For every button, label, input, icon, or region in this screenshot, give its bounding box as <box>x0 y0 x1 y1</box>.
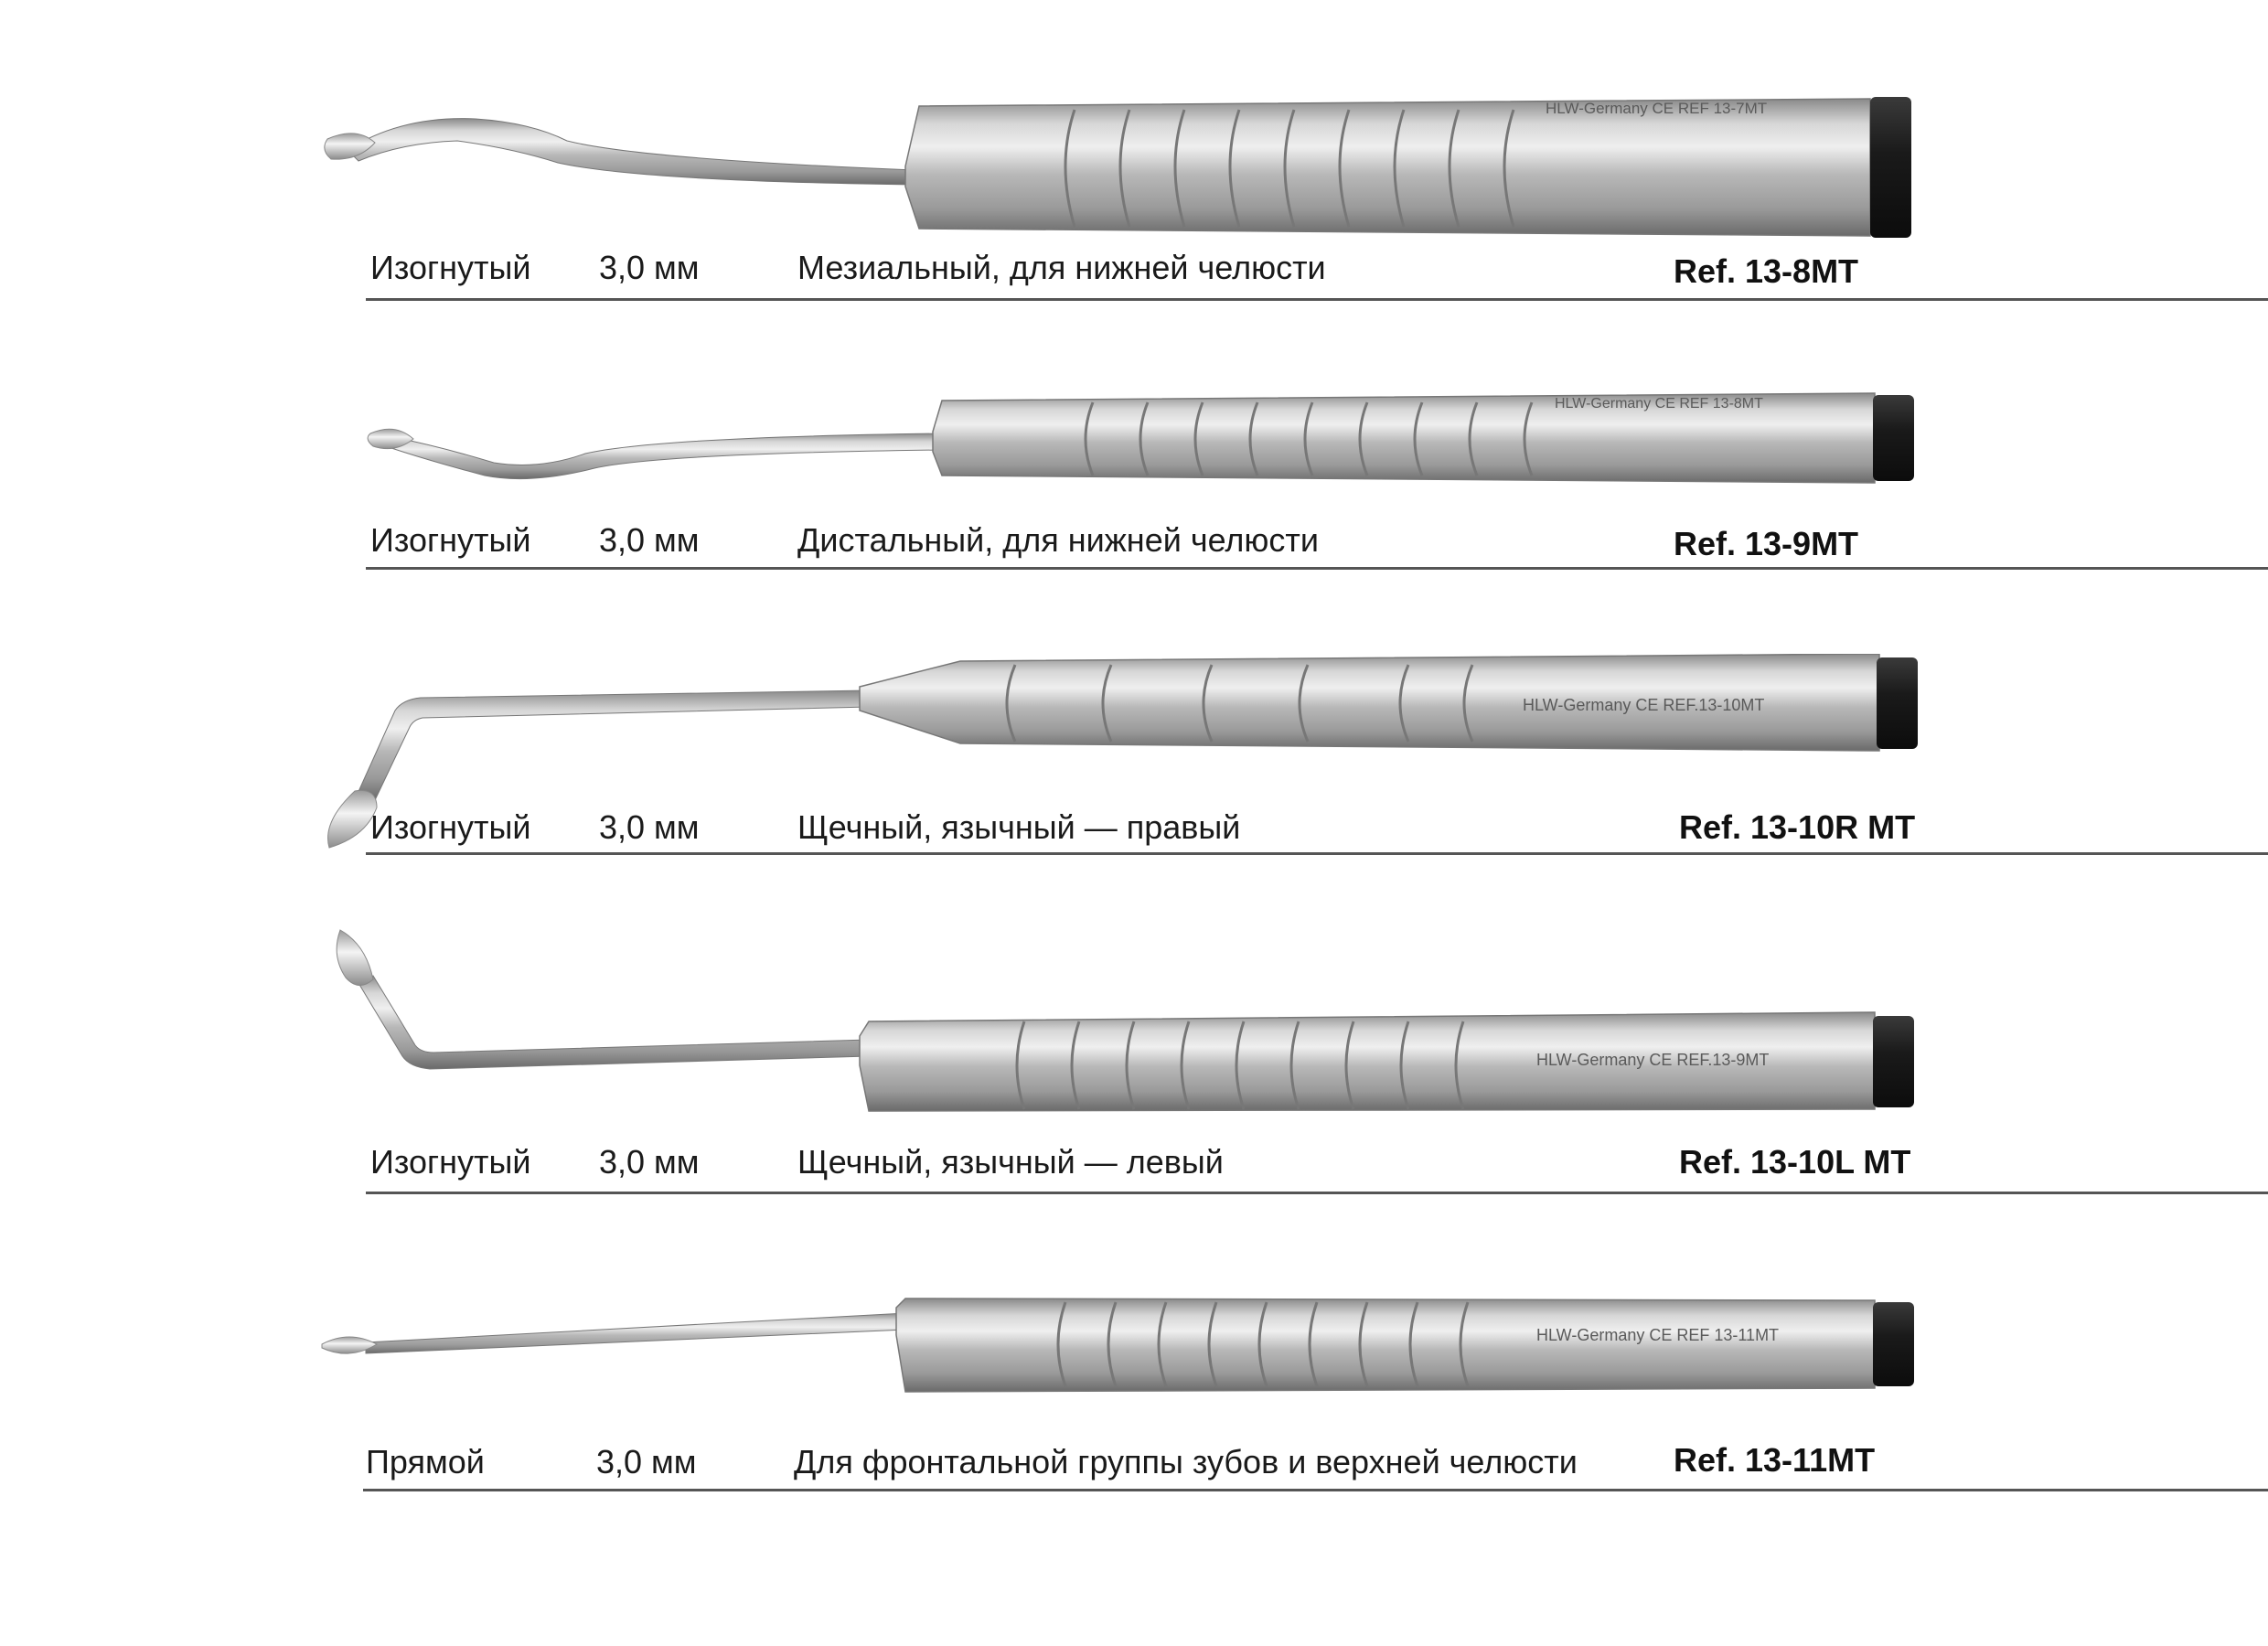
engraving-text: HLW-Germany CE REF.13-9MT <box>1536 1051 1770 1069</box>
divider-line <box>363 1489 2268 1491</box>
instrument-description: Дистальный, для нижней челюсти <box>797 521 1320 559</box>
instrument-type: Изогнутый <box>370 249 531 286</box>
instrument-ref: Ref. 13-8MT <box>1674 252 1859 290</box>
elevator-instrument-image <box>0 919 2268 1138</box>
engraving-text: HLW-Germany CE REF 13-11MT <box>1536 1326 1780 1344</box>
instrument-size: 3,0 мм <box>596 1443 697 1480</box>
divider-line <box>366 567 2268 570</box>
instrument-type: Прямой <box>366 1443 485 1480</box>
instrument-type: Изогнутый <box>370 1143 531 1181</box>
instrument-row <box>0 1280 2268 1518</box>
instrument-size: 3,0 мм <box>599 1143 700 1181</box>
instrument-type: Изогнутый <box>370 808 531 846</box>
engraving-text: HLW-Germany CE REF 13-8MT <box>1555 396 1763 412</box>
instrument-row <box>0 919 2268 1157</box>
instrument-size: 3,0 мм <box>599 808 700 846</box>
instrument-description: Мезиальный, для нижней челюсти <box>797 249 1326 286</box>
divider-line <box>366 1192 2268 1194</box>
instrument-description: Щечный, язычный — правый <box>797 808 1241 846</box>
instrument-size: 3,0 мм <box>599 521 700 559</box>
instrument-type: Изогнутый <box>370 521 531 559</box>
divider-line <box>366 298 2268 301</box>
instrument-ref: Ref. 13-9MT <box>1674 525 1859 562</box>
instrument-description: Для фронтальной группы зубов и верхней челюсти <box>794 1443 1578 1480</box>
instrument-ref: Ref. 13-10L MT <box>1679 1143 1911 1181</box>
instrument-size: 3,0 мм <box>599 249 700 286</box>
instrument-description: Щечный, язычный — левый <box>797 1143 1224 1181</box>
engraving-text: HLW-Germany CE REF.13-10MT <box>1523 696 1765 714</box>
instrument-row <box>0 654 2268 892</box>
instrument-ref: Ref. 13-10R MT <box>1679 808 1916 846</box>
engraving-text: HLW-Germany CE REF 13-7MT <box>1546 100 1768 117</box>
divider-line <box>366 852 2268 855</box>
instrument-ref: Ref. 13-11MT <box>1674 1441 1876 1479</box>
